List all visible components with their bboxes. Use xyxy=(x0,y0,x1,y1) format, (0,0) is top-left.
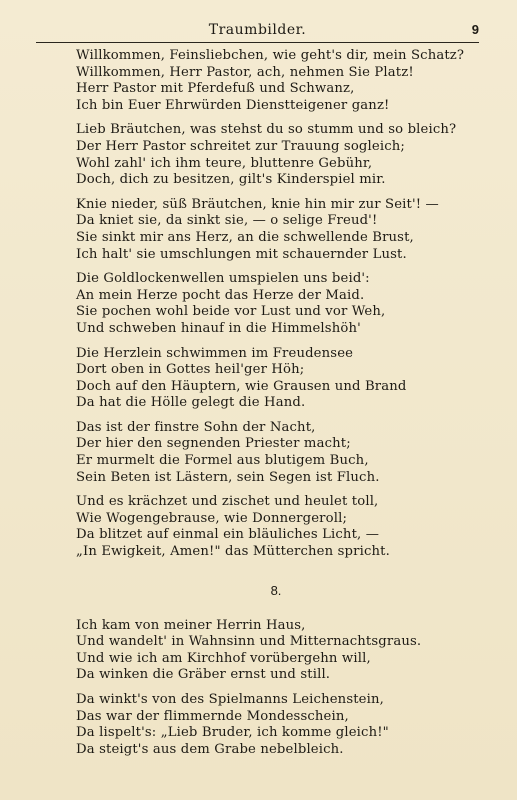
verse-line: Er murmelt die Formel aus blutigem Buch, xyxy=(76,453,369,469)
verse-line: Da blitzet auf einmal ein bläuliches Licht, — xyxy=(76,527,380,543)
section-number: 8. xyxy=(270,582,282,598)
verse-line: Doch auf den Häuptern, wie Grausen und Brand xyxy=(76,378,407,394)
stanza xyxy=(76,346,476,412)
verse-line: An mein Herze pocht das Herze der Maid. xyxy=(76,287,365,303)
verse-line: Das ist der finstre Sohn der Nacht, xyxy=(76,419,316,435)
verse-line: Und schweben hinauf in die Himmelshöh' xyxy=(76,320,361,336)
verse-line: Sie sinkt mir ans Herz, an die schwellende Brust, xyxy=(76,229,414,245)
verse-line: Herr Pastor mit Pferdefuß und Schwanz, xyxy=(76,81,355,97)
verse-line: Da winken die Gräber ernst und still. xyxy=(76,667,331,683)
verse-line: Wie Wogengebrause, wie Donnergeroll; xyxy=(76,510,348,526)
verse-line: Der Herr Pastor schreitet zur Trauung sogleich; xyxy=(76,138,405,154)
verse-line: Ich kam von meiner Herrin Haus, xyxy=(76,617,306,633)
stanza xyxy=(76,48,476,114)
verse-line: Knie nieder, süß Bräutchen, knie hin mir zur Seit'! — xyxy=(76,196,439,212)
stanza xyxy=(76,494,476,560)
header-rule xyxy=(36,42,479,43)
verse-line: Dort oben in Gottes heil'ger Höh; xyxy=(76,362,305,378)
verse-line: Willkommen, Herr Pastor, ach, nehmen Sie Platz! xyxy=(76,64,414,80)
stanza xyxy=(76,618,476,684)
verse-line: Wohl zahl' ich ihm teure, bluttenre Gebühr, xyxy=(76,155,373,171)
verse-line: Sie pochen wohl beide vor Lust und vor Weh, xyxy=(76,304,386,320)
verse-line: Die Herzlein schwimmen im Freudensee xyxy=(76,345,354,361)
verse-line: Ich bin Euer Ehrwürden Dienstteigener ganz! xyxy=(76,97,390,113)
verse-line: Der hier den segnenden Priester macht; xyxy=(76,436,351,452)
poem-body xyxy=(76,48,476,766)
stanza xyxy=(76,420,476,486)
verse-line: Lieb Bräutchen, was stehst du so stumm und so bleich? xyxy=(76,122,457,138)
verse-line: Da kniet sie, da sinkt sie, — o selige Freud'! xyxy=(76,213,378,229)
verse-line: Ich halt' sie umschlungen mit schauernder Lust. xyxy=(76,246,407,262)
verse-line: Da steigt's aus dem Grabe nebelbleich. xyxy=(76,741,344,757)
verse-line: Die Goldlockenwellen umspielen uns beid': xyxy=(76,271,370,287)
verse-line: Doch, dich zu besitzen, gilt's Kinderspiel mir. xyxy=(76,172,386,188)
verse-line: Willkommen, Feinsliebchen, wie geht's dir, mein Schatz? xyxy=(76,48,465,63)
stanza xyxy=(76,271,476,337)
verse-line: Da winkt's von des Spielmanns Leichenstein, xyxy=(76,692,384,707)
verse-line: Und wie ich am Kirchhof vorübergehn will, xyxy=(76,650,371,666)
verse-line: Und wandelt' in Wahnsinn und Mitternachtsgraus. xyxy=(76,634,422,650)
stanza xyxy=(76,197,476,263)
stanza xyxy=(76,122,476,188)
verse-line: Das war der flimmernde Mondesschein, xyxy=(76,708,349,724)
verse-line: Und es krächzet und zischet und heulet toll, xyxy=(76,494,379,510)
verse-line: Da hat die Hölle gelegt die Hand. xyxy=(76,395,306,411)
running-head xyxy=(36,22,479,42)
running-title: Traumbilder. xyxy=(208,22,307,38)
page-number: 9 xyxy=(471,22,479,37)
verse-line: Da lispelt's: „Lieb Bruder, ich komme gleich!" xyxy=(76,725,389,741)
verse-line: „In Ewigkeit, Amen!" das Mütterchen spricht. xyxy=(76,544,390,560)
stanza xyxy=(76,692,476,758)
verse-line: Sein Beten ist Lästern, sein Segen ist Fluch. xyxy=(76,469,380,485)
